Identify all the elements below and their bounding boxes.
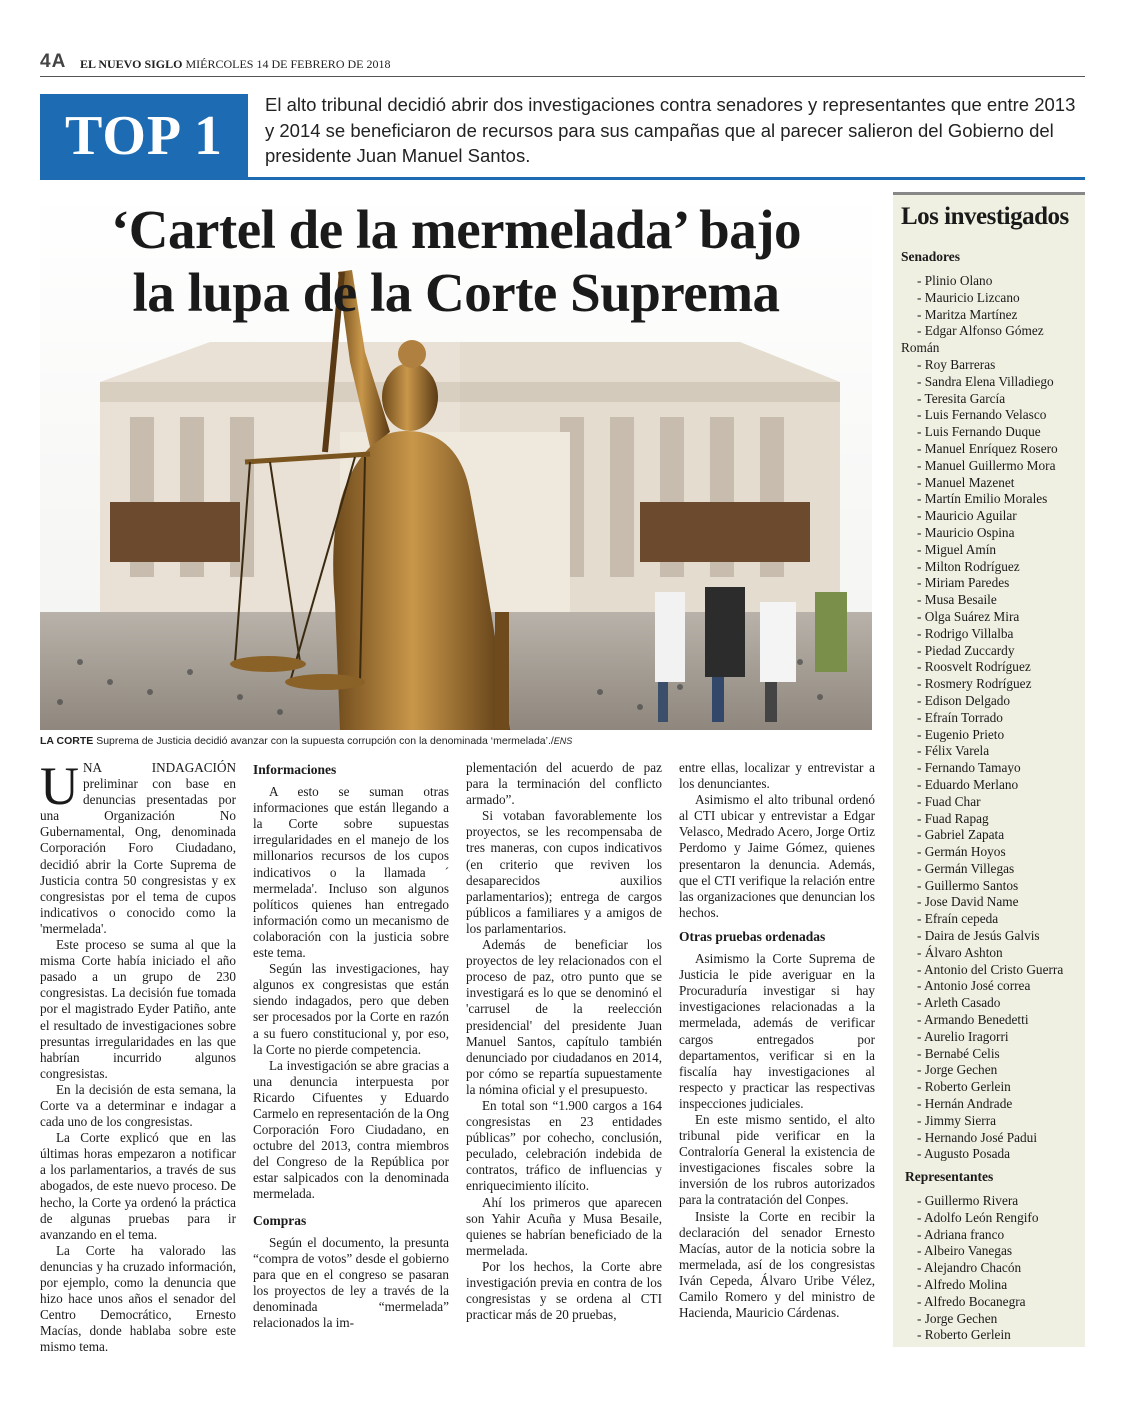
list-item: - Maritza Martínez (917, 306, 1018, 322)
representatives-heading: Representantes (905, 1169, 994, 1184)
list-item: - Luis Fernando Velasco (917, 407, 1047, 423)
article-column-2 (253, 760, 449, 1331)
list-item: - Miguel Amín (917, 541, 997, 557)
list-item: - Miriam Paredes (917, 575, 1010, 591)
list-item: - Félix Varela (917, 743, 990, 759)
list-item: - Albeiro Vanegas (917, 1243, 1013, 1259)
list-item: - Martín Emilio Morales (917, 491, 1048, 507)
list-item: - Edison Delgado (917, 692, 1011, 708)
list-item: - Luis Fernando Duque (917, 424, 1041, 440)
list-item: - Jimmy Sierra (917, 1112, 997, 1128)
list-item: - Plinio Olano (917, 273, 993, 288)
article-paragraph: Según el documento, la presunta “compra de votos” desde el gobierno para que en el congreso se pasaran los proyectos de ley a través de la denominada “mermelada” relacionados la im- (253, 1234, 449, 1331)
list-item: - Germán Hoyos (917, 844, 1006, 860)
top-label-box (40, 94, 248, 178)
list-item: - Antonio José correa (917, 978, 1031, 994)
list-item: - Eduardo Merlano (917, 776, 1019, 792)
publication-date: MIÉRCOLES 14 DE FEBRERO DE 2018 (185, 57, 391, 71)
lead-paragraph: El alto tribunal decidió abrir dos investigaciones contra senadores y representantes que entre 2013 y 2014 se beneficiaron de recursos para sus campañas que al parecer salieron del Gobierno del presidente Juan Manuel Santos. (265, 94, 1076, 166)
list-item: - Alfredo Molina (917, 1276, 1008, 1292)
opening-smallcaps: NA INDAGACIÓN (83, 760, 236, 775)
list-item: - Olga Suárez Mira (917, 608, 1020, 624)
article-paragraph: Este proceso se suma al que la misma Corte había iniciado el año pasado a un grupo de 230 congresistas. La decisión fue tomada por el magistrado Eyder Patiño, ante el resultado de investigaciones sobre presuntas irregularidades en las que habrían incurrido algunos congresistas. (40, 937, 236, 1081)
article-paragraph: entre ellas, localizar y entrevistar a los denunciantes. (679, 760, 875, 792)
article-paragraph: Por los hechos, la Corte abre investigación previa en contra de los congresistas y se ordena al CTI practicar más de 20 pruebas, (466, 1258, 662, 1323)
page-number: 4A (40, 51, 67, 72)
headline (40, 198, 872, 324)
article-column-1 (40, 756, 236, 1355)
list-item: - Álvaro Ashton (917, 944, 1003, 960)
list-item: - Hernán Andrade (917, 1096, 1013, 1112)
list-item: - Jorge Gechen (917, 1062, 998, 1078)
list-item: - Rosmery Rodríguez (917, 676, 1032, 692)
list-item: - Rodrigo Villalba (917, 625, 1014, 641)
list-item: - Alfredo Bocanegra (917, 1293, 1026, 1309)
list-item: - Alejandro Chacón (917, 1260, 1022, 1276)
list-item: - Germán Villegas (917, 860, 1015, 876)
subheading-otras-pruebas: Otras pruebas ordenadas (679, 928, 826, 944)
article-column-4 (679, 760, 875, 1321)
article-paragraph: Asimismo la Corte Suprema de Justicia le pide averiguar en la Procuraduría investigar si hay investigaciones relacionadas a la mermelada, además de verificar cargos entregados por departamentos, verificar si en la fiscalía hay investigaciones al respecto y practicar las respectivas inspecciones judiciales. (679, 951, 875, 1111)
article-paragraph: En la decisión de esta semana, la Corte va a determinar e indagar a cada uno de los congresistas. (40, 1081, 236, 1130)
list-item: - Eugenio Prieto (917, 726, 1005, 742)
article-paragraph: UNA INDAGACIÓN preliminar con base en denuncias presentadas por una Organización No Gubernamental, Ong, denominada Corporación Foro Ciudadano, decidió abrir la Corte Suprema de Justicia contra 50 congresistas y ex congresistas por el tema de cupos indicativos o conocido como la 'mermelada'. (40, 756, 236, 936)
list-item: - Roosvelt Rodríguez (917, 659, 1031, 675)
sidebar-investigados (893, 192, 1085, 1347)
list-item: - Mauricio Ospina (917, 524, 1015, 540)
article-paragraph: Asimismo el alto tribunal ordenó al CTI ubicar y entrevistar a Edgar Velasco, Medrado Acero, Jorge Ortiz Perdomo y Jaime Gómez, quienes presentaron la denuncia. Además, que el CTI verifique la relación entre las organizaciones que denuncian los hechos. (679, 792, 875, 920)
article-paragraph: Si votaban favorablemente los proyectos, se les recompensaba de tres maneras, con cupos indicativos (en criterio que reviven los desaparecidos auxilios parlamentarios); entrega de cargos públicos a familiares y a amigos de los parlamentarios. (466, 808, 662, 936)
list-item: - Roberto Gerlein (917, 1079, 1011, 1095)
article-column-3 (466, 760, 662, 1323)
senators-list (901, 273, 1083, 1163)
subheading-compras: Compras (253, 1212, 307, 1228)
list-item: - Roberto Gerlein (917, 1327, 1011, 1343)
caption-text: Suprema de Justicia decidió avanzar con la supuesta corrupción con la denominada ‘mermelada’./ (93, 735, 554, 747)
list-item: - Adriana franco (917, 1226, 1005, 1242)
list-item: - Piedad Zuccardy (917, 642, 1015, 658)
list-item: - Efraín cepeda (917, 911, 999, 927)
list-item: - Hernando José Padui (917, 1129, 1038, 1145)
article-paragraph: En total son “1.900 cargos a 164 congresistas en 23 entidades públicas” por cohecho, conclusión, peculado, celebración indebida de contratos, tráfico de influencias y enriquecimiento ilícito. (466, 1097, 662, 1194)
list-item: - Guillermo Rivera (917, 1193, 1019, 1208)
list-item: - Antonio del Cristo Guerra (917, 961, 1064, 977)
article-paragraph: Insiste la Corte en recibir la declaración del senador Ernesto Macías, autor de la noticia sobre la mermelada, así de los congresistas Iván Cepeda, Álvaro Uribe Vélez, Camilo Romero y del ministro de Hacienda, Mauricio Cárdenas. (679, 1208, 875, 1321)
article-paragraph: Además de beneficiar los proyectos de ley relacionados con el proceso de paz, otro punto que se investigará es lo que se denominó el 'carrusel de la reelección presidencial' del presidente Juan Manuel Santos, capítulo también denunciado por ciudadanos en 2014, por cómo se repartía supuestamente la nómina oficial y el presupuesto. (466, 937, 662, 1097)
list-item: - Adolfo León Rengifo (917, 1209, 1039, 1225)
article-paragraph: plementación del acuerdo de paz para la terminación del conflicto armado”. (466, 760, 662, 808)
drop-cap: U (40, 756, 79, 816)
list-item: - Jorge Gechen (917, 1310, 998, 1326)
article-paragraph: La Corte ha valorado las denuncias y ha cruzado información, por ejemplo, como la denuncia que hizo hace unos años el senador del Centro Democrático, Ernesto Macías, donde hablaba sobre este mismo tema. (40, 1242, 236, 1355)
list-item: - Mauricio Lizcano (917, 289, 1020, 305)
list-item: - Musa Besaile (917, 592, 997, 608)
publication-name: EL NUEVO SIGLO (80, 57, 183, 71)
list-item: - Aurelio Iragorri (917, 1028, 1009, 1044)
list-item: - Roy Barreras (917, 356, 996, 372)
article-paragraph: Según las investigaciones, hay algunos ex congresistas que están siendo indagados, pero que deben ser procesados por la Corte en razón a su fuero constitucional y, por eso, la Corte no pierde competencia. (253, 961, 449, 1057)
list-item: - Manuel Guillermo Mora (917, 457, 1056, 473)
article-paragraph: La investigación se abre gracias a una denuncia interpuesta por Ricardo Cifuentes y Eduardo Carmelo en representación de la Ong Corporación Foro Ciudadano, en octubre del 2013, contra miembros del Congreso de la República por estar salpicados con la denominada mermelada. (253, 1057, 449, 1202)
headline-line-1: ‘Cartel de la mermelada’ bajo (110, 199, 802, 260)
list-item: - Manuel Enríquez Rosero (917, 440, 1058, 456)
list-item: - Fuad Char (917, 793, 981, 809)
list-item: - Milton Rodríguez (917, 558, 1020, 574)
article-paragraph: Ahí los primeros que aparecen son Yahir Acuña y Musa Besaile, quienes se habrían beneficiado de la mermelada. (466, 1194, 662, 1258)
list-item: - Augusto Posada (917, 1146, 1011, 1162)
list-item: - Guillermo Santos (917, 877, 1019, 893)
subheading-informaciones: Informaciones (253, 762, 337, 777)
senators-heading: Senadores (901, 249, 961, 264)
list-item: - Fuad Rapag (917, 810, 989, 826)
list-item: - Teresita García (917, 390, 1006, 406)
article-paragraph: En este mismo sentido, el alto tribunal pide verificar en la Contraloría General la existencia de investigaciones fiscales sobre la inversión de los rubros autorizados para la contratación del Conpes. (679, 1111, 875, 1208)
representatives-list (901, 1193, 1083, 1344)
article-paragraph: La Corte explicó que en las últimas horas empezaron a notificar a los parlamentarios, a través de sus abogados, de este nuevo proceso. De hecho, la Corte ya ordenó la práctica de algunas pruebas para ir avanzando en el tema. (40, 1130, 236, 1242)
list-item: - Manuel Mazenet (917, 474, 1015, 490)
article-paragraph: A esto se suman otras informaciones que están llegando a la Corte sobre supuestas irregularidades en el manejo de los millonarios recursos de los cupos indicativos o la llamada ´ mermelada'. Incluso son algunos políticos quienes han entregado información como un mecanismo de colaboración con la justicia sobre este tema. (253, 784, 449, 961)
list-item: - Gabriel Zapata (917, 827, 1005, 843)
top-label: TOP 1 (64, 105, 223, 167)
caption-credit: ENS (553, 736, 573, 746)
list-item: - Jose David Name (917, 894, 1019, 910)
sidebar-title: Los investigados (901, 203, 1069, 230)
list-item: - Edgar Alfonso Gómez Román (901, 323, 1044, 356)
header-rule (40, 76, 1085, 77)
list-item: - Armando Benedetti (917, 1012, 1029, 1028)
list-item: - Efraín Torrado (917, 709, 1003, 725)
list-item: - Daira de Jesús Galvis (917, 928, 1040, 944)
publication-line (80, 57, 390, 72)
list-item: - Arleth Casado (917, 995, 1001, 1011)
list-item: - Mauricio Aguilar (917, 508, 1017, 524)
banner-rule (40, 177, 1085, 180)
list-item: - Sandra Elena Villadiego (917, 373, 1054, 389)
caption-lead: LA CORTE (40, 735, 94, 747)
list-item: - Fernando Tamayo (917, 760, 1021, 776)
list-item: - Bernabé Celis (917, 1045, 1000, 1061)
photo-caption (40, 735, 872, 747)
headline-line-2: la lupa de la Corte Suprema (132, 262, 780, 323)
